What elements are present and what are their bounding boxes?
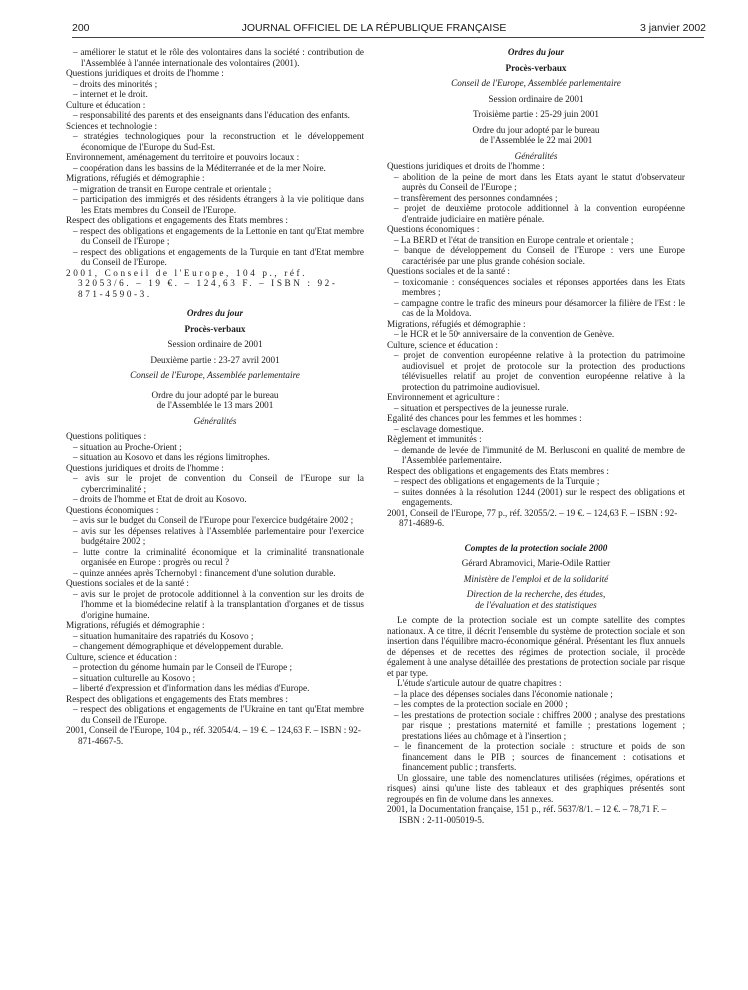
list-heading: Questions économiques : bbox=[66, 504, 159, 515]
list-item: – les prestations de protection sociale : chiffres 2000 ; analyse des prestations par risque ; prestations maternité et famille ; prestations logement ; prestations liées au chômage et à l'insertion ; bbox=[394, 709, 685, 741]
list-heading: Questions sociales et de la santé : bbox=[387, 266, 510, 276]
section-4-authors: Gérard Abramovici, Marie-Odile Rattier bbox=[461, 558, 611, 568]
section-2-title: Ordres du jour bbox=[186, 308, 244, 318]
list-item: – lutte contre la criminalité économique et la criminalité transnationale organisée en Europe : progrès ou recul ? bbox=[73, 546, 364, 567]
section-3-org: Conseil de l'Europe, Assemblée parlementaire bbox=[451, 78, 621, 88]
list-heading: Questions économiques : bbox=[387, 224, 480, 234]
list-item: – le financement de la protection sociale : structure et poids de son financement dans le PIB ; sources de financement : cotisations et financement public ; transferts. bbox=[394, 741, 685, 772]
list-item: – protection du génome humain par le Conseil de l'Europe ; bbox=[73, 662, 293, 672]
list-item: – projet de convention européenne relative à la protection du patrimoine audiovisuel et projet de protocole sur la protection des productions télévisuelles relatif au projet de convention européenne relative à la protection du patrimoine audiovisuel. bbox=[394, 350, 685, 392]
section-4-intro: L'étude s'articule autour de quatre chapitres : bbox=[397, 678, 562, 688]
section-2-session: Session ordinaire de 2001 bbox=[167, 339, 263, 349]
list-item: – respect des obligations et engagements de l'Ukraine en tant qu'Etat membre du Conseil de l'Europe. bbox=[73, 704, 364, 725]
section-3-session: Session ordinaire de 2001 bbox=[488, 93, 584, 104]
section-2-adopt-line-2: de l'Assemblée le 13 mars 2001 bbox=[156, 400, 274, 410]
list-item: – coopération dans les bassins de la Méditerranée et de la mer Noire. bbox=[73, 162, 326, 173]
list-heading: Culture, science et éducation : bbox=[66, 651, 177, 662]
list-item: – migration de transit en Europe centrale et orientale ; bbox=[73, 183, 272, 194]
list-item: – respect des obligations et engagements de la Turquie en tant d'Etat membre du Conseil de l'Europe. bbox=[73, 246, 364, 267]
list-heading: Respect des obligations et engagements des Etats membres : bbox=[66, 215, 288, 225]
list-item: – campagne contre le trafic des mineurs pour désamorcer la filière de l'Est : le cas de la Moldova. bbox=[394, 297, 685, 318]
list-heading: Respect des obligations et engagements des Etats membres : bbox=[66, 693, 288, 704]
page-number: 200 bbox=[72, 22, 90, 34]
list-item: – avis sur les dépenses relatives à l'Assemblée parlementaire pour l'exercice budgétaire 2002 ; bbox=[73, 525, 364, 546]
list-item: – avis sur le projet de protocole additionnel à la convention sur les droits de l'homme et la biomédecine relatif à la transplantation d'organes et de tissus d'origine humaine. bbox=[73, 588, 364, 620]
section-4-direction-line-1: Direction de la recherche, des études, bbox=[466, 589, 606, 599]
list-item: – respect des obligations et engagements de la Turquie ; bbox=[394, 476, 600, 486]
list-item: – situation au Kosovo et dans les régions limitrophes. bbox=[73, 452, 270, 462]
list-item: – banque de développement du Conseil de l'Europe : vers une Europe caractérisée par une plus grande cohésion sociale. bbox=[394, 245, 685, 266]
list-item: – droits de l'homme et Etat de droit au Kosovo. bbox=[73, 494, 247, 504]
section-2-subtitle: Procès-verbaux bbox=[184, 323, 246, 334]
reference-1: 2001, Conseil de l'Europe, 104 p., réf. 32053/6. – 19 €. – 124,63 F. – ISBN : 92-871-4590-3. bbox=[66, 267, 338, 299]
list-item: – situation et perspectives de la jeunesse rurale. bbox=[394, 402, 569, 413]
list-item: – le HCR et le 50ᵉ anniversaire de la convention de Genève. bbox=[394, 329, 615, 339]
section-3-title: Ordres du jour bbox=[507, 47, 565, 57]
page-header bbox=[0, 0, 748, 40]
list-item: – les comptes de la protection sociale en 2000 ; bbox=[394, 699, 568, 709]
list-heading: Culture, science et éducation : bbox=[387, 339, 498, 350]
list-item: – abolition de la peine de mort dans les Etats ayant le statut d'observateur auprès du Conseil de l'Europe ; bbox=[394, 171, 685, 192]
list-item: – La BERD et l'état de transition en Europe centrale et orientale ; bbox=[394, 234, 634, 245]
section-4-paragraph-1: Le compte de la protection sociale est un compte satellite des comptes nationaux. A ce titre, il décrit l'ensemble du système de protection sociale et son insertion dans l'équilibre macro-économique général. Présentant les flux annuels de dépenses et de recettes des régimes de protection sociale, il procède également à une analyse détaillée des prestations de protection sociale par risque et par type. bbox=[387, 615, 685, 678]
list-item: – changement démographique et développement durable. bbox=[73, 641, 284, 651]
list-item: – situation culturelle au Kosovo ; bbox=[73, 672, 196, 683]
list-item: – liberté d'expression et d'information dans les médias d'Europe. bbox=[73, 683, 310, 693]
issue-date: 3 janvier 2002 bbox=[640, 22, 706, 34]
list-item: – respect des obligations et engagements de la Lettonie en tant qu'Etat membre du Conseil de l'Europe ; bbox=[73, 225, 364, 246]
list-item: – participation des immigrés et des résidents étrangers à la vie politique dans les Etats membres du Conseil de l'Europe. bbox=[73, 194, 364, 215]
list-item: – quinze années après Tchernobyl : financement d'une solution durable. bbox=[73, 567, 336, 578]
header-rule bbox=[72, 37, 704, 38]
section-3-generalites: Généralités bbox=[514, 150, 558, 161]
list-heading: Questions juridiques et droits de l'homme : bbox=[66, 462, 224, 473]
list-heading: Migrations, réfugiés et démographie : bbox=[66, 173, 205, 183]
section-3-adopt-line-2: de l'Assemblée le 22 mai 2001 bbox=[479, 135, 593, 145]
reference-4: 2001, la Documentation française, 151 p., réf. 5637/8/1. – 12 €. – 78,71 F. – ISBN : 2-11-005019-5. bbox=[387, 804, 667, 825]
section-3-list bbox=[387, 161, 685, 508]
list-heading: Environnement et agriculture : bbox=[387, 392, 500, 402]
section-2-part: Deuxième partie : 23-27 avril 2001 bbox=[150, 354, 280, 365]
list-item: – toxicomanie : conséquences sociales et réponses apportées dans les Etats membres ; bbox=[394, 276, 685, 297]
section-4-list bbox=[387, 689, 685, 773]
list-item: – la place des dépenses sociales dans l'économie nationale ; bbox=[394, 688, 613, 699]
right-column bbox=[387, 47, 685, 825]
list-item: – transfèrement des personnes condamnées ; bbox=[394, 192, 558, 203]
list-heading: Migrations, réfugiés et démographie : bbox=[387, 318, 526, 329]
list-item: – situation au Proche-Orient ; bbox=[73, 441, 182, 452]
list-heading: Questions sociales et de la santé : bbox=[66, 578, 189, 588]
list-item: – internet et le droit. bbox=[73, 89, 148, 99]
list-item: – esclavage domestique. bbox=[394, 423, 484, 434]
list-item: – suites données à la résolution 1244 (2001) sur le respect des obligations et engagements. bbox=[394, 486, 685, 507]
reference-2: 2001, Conseil de l'Europe, 104 p., réf. 32054/4. – 19 €. – 124,63 F. – ISBN : 92-871-4667-5. bbox=[66, 725, 361, 746]
list-heading: Questions juridiques et droits de l'homme : bbox=[66, 68, 224, 78]
list-item: – demande de levée de l'immunité de M. Berlusconi en qualité de membre de l'Assemblée parlementaire. bbox=[394, 444, 685, 465]
list-heading: Egalité des chances pour les femmes et les hommes : bbox=[387, 413, 582, 423]
list-heading: Environnement, aménagement du territoire et pouvoirs locaux : bbox=[66, 152, 300, 162]
list-item: – stratégies technologiques pour la reconstruction et le développement économique de l'Europe du Sud-Est. bbox=[73, 131, 364, 152]
list-heading: Questions politiques : bbox=[66, 431, 147, 441]
journal-title: JOURNAL OFFICIEL DE LA RÉPUBLIQUE FRANÇAISE bbox=[241, 22, 507, 34]
section-3-subtitle: Procès-verbaux bbox=[505, 62, 567, 73]
section-4-title: Comptes de la protection sociale 2000 bbox=[464, 542, 608, 553]
section-4-direction-line-2: de l'évaluation et des statistiques bbox=[475, 599, 597, 610]
section-2-list bbox=[66, 431, 364, 725]
list-heading: Culture et éducation : bbox=[66, 99, 146, 110]
left-top-list bbox=[66, 47, 364, 268]
list-item: – responsabilité des parents et des enseignants dans l'éducation des enfants. bbox=[73, 110, 350, 120]
section-4-paragraph-2: Un glossaire, une table des nomenclatures utilisées (régimes, opérations et risques) ainsi qu'une liste des tableaux et des graphiques présentés sont regroupés en fin de volume dans les annexes. bbox=[387, 772, 685, 804]
section-2-adopt-line-1: Ordre du jour adopté par le bureau bbox=[151, 389, 279, 400]
section-3-part: Troisième partie : 25-29 juin 2001 bbox=[473, 109, 599, 119]
section-2-org: Conseil de l'Europe, Assemblée parlementaire bbox=[130, 370, 300, 380]
list-item: – droits des minorités ; bbox=[73, 78, 158, 89]
list-heading: Questions juridiques et droits de l'homme : bbox=[387, 161, 545, 171]
section-4-ministry: Ministère de l'emploi et de la solidarité bbox=[463, 573, 609, 584]
list-item: – avis sur le projet de convention du Conseil de l'Europe sur la cybercriminalité ; bbox=[73, 473, 364, 494]
list-item: – avis sur le budget du Conseil de l'Europe pour l'exercice budgétaire 2002 ; bbox=[73, 515, 354, 525]
list-heading: Migrations, réfugiés et démographie : bbox=[66, 620, 205, 630]
section-2-generalites: Généralités bbox=[193, 415, 237, 426]
list-heading: Sciences et technologie : bbox=[66, 120, 158, 131]
list-heading: Règlement et immunités : bbox=[387, 434, 482, 444]
reference-3: 2001, Conseil de l'Europe, 77 p., réf. 32055/2. – 19 €. – 124,63 F. – ISBN : 92-871-4689-6. bbox=[387, 507, 678, 528]
list-item: – projet de deuxième protocole additionnel à la convention européenne d'entraide judiciaire en matière pénale. bbox=[394, 203, 685, 224]
list-item: – situation humanitaire des rapatriés du Kosovo ; bbox=[73, 630, 254, 641]
list-item: – améliorer le statut et le rôle des volontaires dans la société : contribution de l'Assemblée à l'année internationale des volontaires (2001). bbox=[73, 47, 364, 68]
left-column bbox=[66, 47, 364, 746]
list-heading: Respect des obligations et engagements des Etats membres : bbox=[387, 465, 609, 476]
section-3-adopt-line-1: Ordre du jour adopté par le bureau bbox=[472, 124, 600, 135]
